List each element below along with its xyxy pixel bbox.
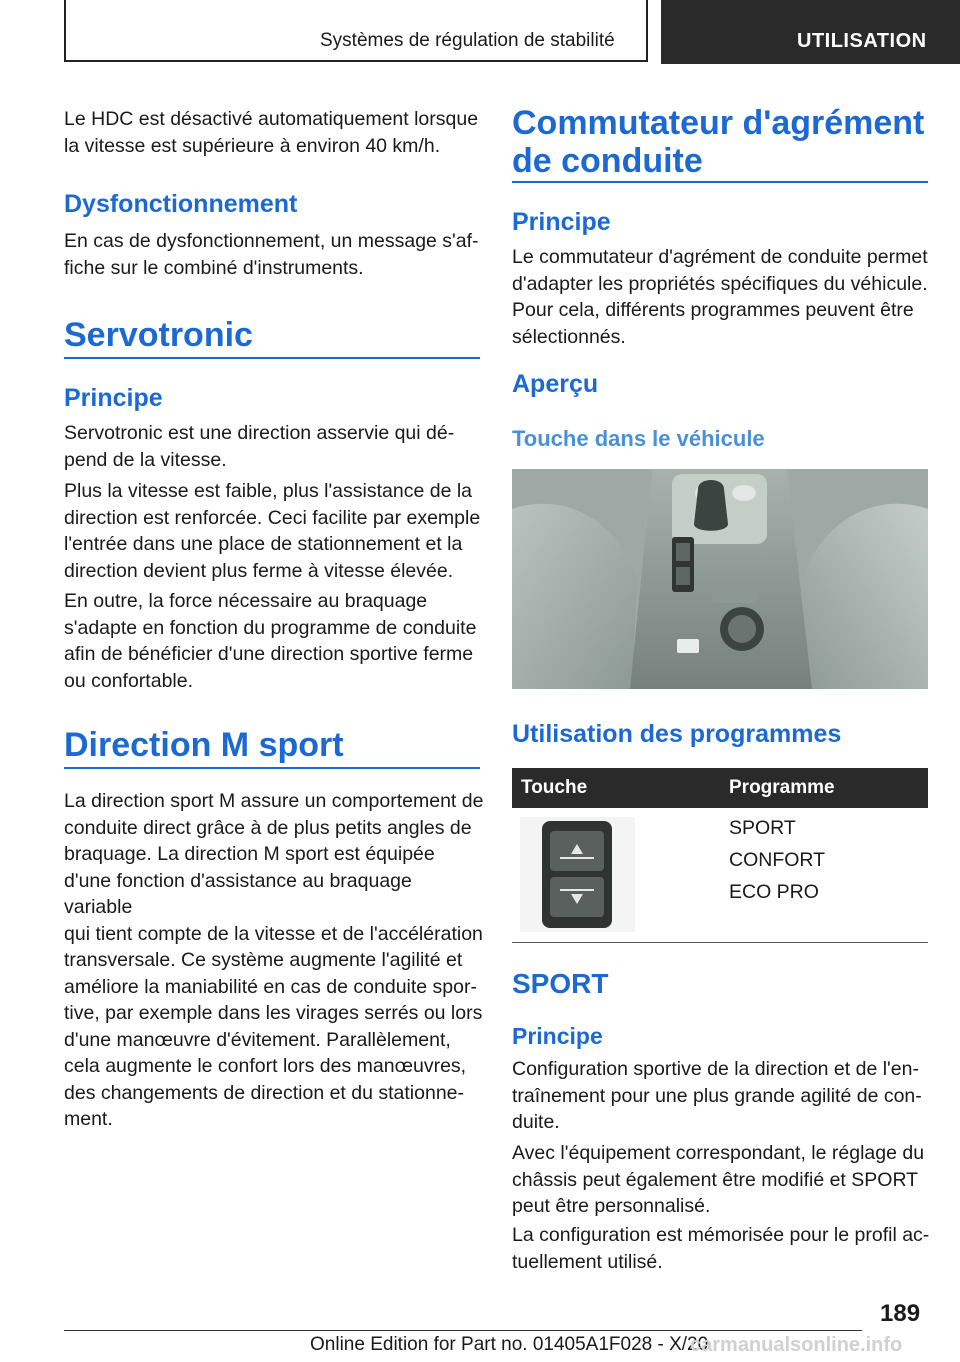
sport-principe-heading: Principe xyxy=(512,1023,603,1049)
sport-p2: Avec l'équipement correspondant, le réglage du châssis peut également être modifié et SPORT peut être personnalisé. xyxy=(512,1142,925,1217)
msport-heading: Direction M sport xyxy=(64,726,344,764)
touche-heading: Touche dans le véhicule xyxy=(512,426,765,451)
page-number: 189 xyxy=(880,1300,921,1327)
programs-table-header xyxy=(512,768,928,808)
commutateur-principe-text: Le commutateur d'agrément de conduite permet d'adapter les propriétés spécifiques du véhicule. Pour cela, différents programmes peuvent être sélectionnés. xyxy=(512,246,928,348)
servotronic-p3: En outre, la force nécessaire au braquage s'adapte en fonction du programme de conduite afin de bénéficier d'une direction sportive ferme ou confortable. xyxy=(64,590,477,692)
section-title: Systèmes de régulation de stabilité xyxy=(320,30,615,51)
edition-text: Online Edition for Part no. 01405A1F028 - X/20 xyxy=(310,1334,709,1355)
intro-text: Le HDC est désactivé automatiquement lorsque la vitesse est supérieure à environ 40 km/h. xyxy=(64,108,479,157)
msport-text: La direction sport M assure un comportement de conduite direct grâce à de plus petits angles de braquage. La direction M sport est équipée d'une fonction d'assistance au braquage variable qui tient compte de la vitesse et de l'accélération transversale. Ce système augmente l'agilité et améliore la maniabilité en cas de conduite spor- tive, par exemple dans les virages serrés ou lors d'une manœuvre d'évitement. Parallèlement, cela augmente le confort lors des manœuvres, des changements de direction et du stationne- ment. xyxy=(64,790,484,1130)
table-bottom-rule xyxy=(512,942,928,943)
chapter-tab xyxy=(661,0,960,64)
utilisation-heading: Utilisation des programmes xyxy=(512,720,842,748)
servotronic-rule xyxy=(64,357,480,359)
servotronic-p2: Plus la vitesse est faible, plus l'assistance de la direction est renforcée. Ceci facilite par exemple l'entrée dans une place de stationnement et la direction devient plus ferme à vitesse élevée. xyxy=(64,480,481,582)
chapter-label: UTILISATION xyxy=(797,30,927,52)
commutateur-heading: Commutateur d'agrément de conduite xyxy=(512,104,925,180)
servotronic-principe-heading: Principe xyxy=(64,384,163,412)
program-confort: CONFORT xyxy=(729,849,826,871)
sport-heading: SPORT xyxy=(512,968,609,999)
commutateur-rule xyxy=(512,181,928,183)
footer-rule xyxy=(64,1330,862,1331)
sport-p1: Configuration sportive de la direction et de l'en- traînement pour une plus grande agilité de con- duite. xyxy=(512,1058,922,1133)
program-eco-pro: ECO PRO xyxy=(729,881,819,903)
msport-rule xyxy=(64,767,480,769)
console-illustration xyxy=(512,469,928,689)
watermark-text: carmanualsonline.info xyxy=(690,1334,903,1356)
mode-switch-image xyxy=(520,817,635,932)
vehicle-console-image xyxy=(512,469,928,689)
dysfonctionnement-text: En cas de dysfonctionnement, un message s'af- fiche sur le combiné d'instruments. xyxy=(64,230,479,279)
servotronic-p1: Servotronic est une direction asservie qui dé- pend de la vitesse. xyxy=(64,422,455,471)
servotronic-heading: Servotronic xyxy=(64,316,253,354)
mode-switch-icon xyxy=(520,817,635,932)
table-col-touche: Touche xyxy=(521,777,588,798)
commutateur-principe-heading: Principe xyxy=(512,208,611,236)
table-col-programme: Programme xyxy=(729,777,835,798)
sport-p3: La configuration est mémorisée pour le profil ac- tuellement utilisé. xyxy=(512,1224,930,1273)
dysfonctionnement-heading: Dysfonctionnement xyxy=(64,190,298,218)
program-sport: SPORT xyxy=(729,817,796,839)
apercu-heading: Aperçu xyxy=(512,370,599,398)
